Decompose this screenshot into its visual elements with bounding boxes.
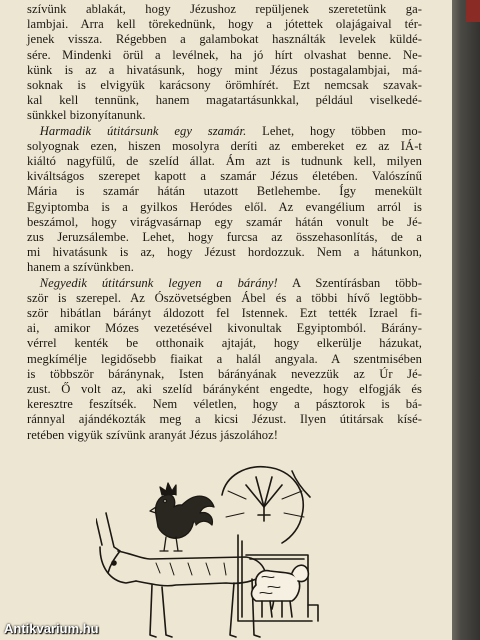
text-line: ai, amikor Mózes vezetésével kivonultak Egyiptomból. Bárány- (27, 321, 422, 336)
text-line: ször is szerepel. Az Ószövetségben Ábel és a többi hívő legtöbb- (27, 290, 422, 305)
text-line: beszámol, hogy virágvasárnap egy szamár hátán vonult be Jé- (27, 214, 422, 229)
body-text (27, 2, 422, 443)
rooster-illustration (150, 483, 214, 551)
text-line: vérrel kenték be otthonaik ajtaját, hogy elkerülje házukat, (27, 336, 422, 351)
dove-lamb-illustration (222, 467, 318, 621)
paragraph-3 (27, 276, 422, 443)
text-line: mi hivatásunk is az, hogy Jézust hordozzuk. Nem a hátunkon, (27, 245, 422, 260)
text-line: jenek vissza. Régebben a galambokat használták levelek küldé- (27, 32, 422, 47)
text-line: kal kell tennünk, hanem magatartásunkkal, például viselkedé- (27, 93, 422, 108)
text-line: solyognak ezen, hiszen mosolyra deríti az embereket ez az IÁ-t (27, 138, 422, 153)
text-line: lambjai. Arra kell törekednünk, hogy a jótettek olajágaival tér- (27, 17, 422, 32)
text-line: Mária is szamár hátán utazott Betlehembe. Így menekült (27, 184, 422, 199)
watermark-text: Antikvarium.hu (4, 621, 99, 636)
page-edge (452, 0, 480, 640)
text-line: retében vigyük szívünk aranyát Jézus jászolához! (27, 427, 279, 442)
bookmark-tab (466, 0, 480, 22)
text-line: Negyedik útitársunk legyen a bárány! A Szentírásban több- (39, 275, 422, 290)
text-line: is többször báránynak, Isten bárányának nevezzük az Úr Jé- (27, 366, 422, 381)
illustration (96, 455, 416, 640)
text-line: megkímélje legidősebb fiaikat a halál angyala. A szentmisében (27, 351, 422, 366)
text-line: Egyiptomba is a gyilkos Heródes elől. Az evangélium arról is (27, 199, 422, 214)
text-line: sére. Mindenki örül a levélnek, ha jó hírt olvashat benne. Ne- (27, 47, 422, 62)
text-line: Harmadik útitársunk egy szamár. Lehet, hogy többen mo- (39, 123, 423, 138)
text-line: keresztre feszítsék. Nem véletlen, hogy a pásztorok is bá- (27, 397, 422, 412)
paragraph-2 (27, 124, 422, 276)
text-line: sünkkel bizonyítanunk. (27, 108, 146, 123)
paragraph-lead: Harmadik útitársunk egy szamár. (39, 123, 247, 138)
text-line: kiáltó nagyfülű, de szelíd állat. Ám azt is tudnunk kell, milyen (27, 154, 422, 169)
text-line: ször hibátlan bárányt áldozott fel Istennek. Ezt tették Izrael fi- (27, 306, 422, 321)
text-line: zus Jeruzsálembe. Lehet, hogy furcsa az összehasonlítás, de a (27, 230, 422, 245)
text-line: künk is az a hivatásunk, hogy mint Jézus postagalambjai, má- (27, 62, 422, 77)
paragraph-lead: Negyedik útitársunk legyen a bárány! (39, 275, 278, 290)
text-line: kiváltságos szerepet kapott a szamár Jézus életében. Valószínű (27, 169, 422, 184)
text-line: zust. Ő volt az, aki szelíd bárányként engedte, hogy elfogják és (27, 382, 422, 397)
text-line: hanem a szívünkben. (27, 260, 134, 275)
text-line: ránnyal ajándékozták meg a kicsi Jézust. Ilyen útitársak kísé- (27, 412, 422, 427)
text-line: soknak is elvigyük karácsony örömhírét. Ezt nemcsak szavak- (27, 78, 422, 93)
paragraph-1 (27, 2, 422, 124)
text-line: szívünk ablakát, hogy Jézushoz repüljenek szeretetünk ga- (27, 2, 422, 16)
